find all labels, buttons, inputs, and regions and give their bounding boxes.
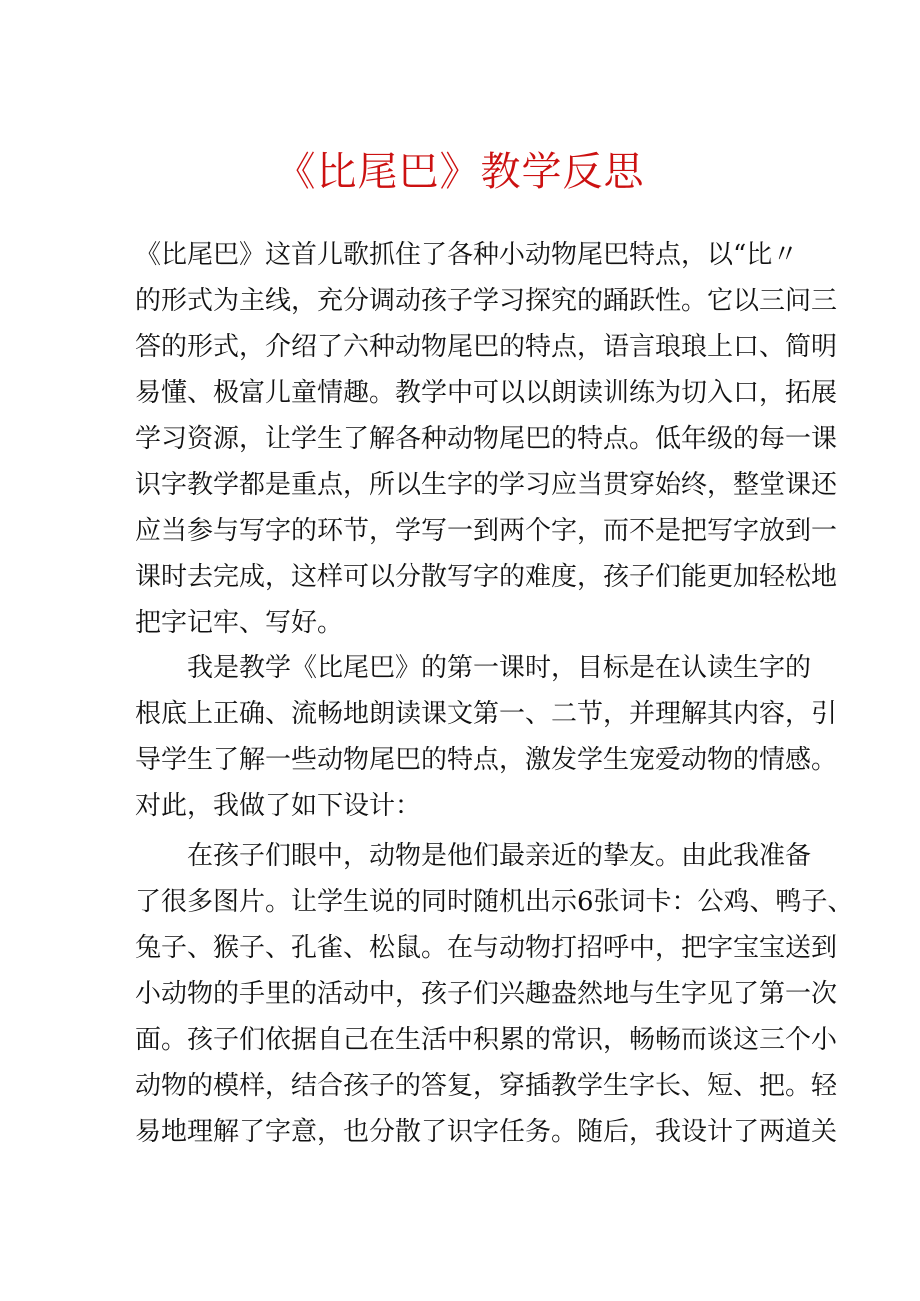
paragraph-line: 易懂、极富儿童情趣。教学中可以以朗读训练为切入口，拓展 xyxy=(135,378,838,408)
paragraph-line: 了很多图片。让学生说的同时随机出示6张词卡：公鸡、鸭子、 xyxy=(135,887,854,917)
paragraph-line: 面。孩子们依据自己在生活中积累的常识，畅畅而谈这三个小 xyxy=(135,1025,838,1055)
paragraph-line: 识字教学都是重点，所以生字的学习应当贯穿始终，整堂课还 xyxy=(135,470,838,500)
paragraph-line: 应当参与写字的环节，学写一到两个字，而不是把写字放到一 xyxy=(135,516,838,546)
paragraph-line: 《比尾巴》这首儿歌抓住了各种小动物尾巴特点，以“比〃 xyxy=(135,240,799,270)
paragraph-line: 根底上正确、流畅地朗读课文第一、二节，并理解其内容，引 xyxy=(135,699,838,729)
paragraph-line: 学习资源，让学生了解各种动物尾巴的特点。低年级的每一课 xyxy=(135,424,838,454)
paragraph-line: 易地理解了字意，也分散了识字任务。随后，我设计了两道关 xyxy=(135,1117,838,1147)
paragraph-line: 动物的模样，结合孩子的答复，穿插教学生字长、短、把。轻 xyxy=(135,1071,838,1101)
paragraph-line: 对此，我做了如下设计： xyxy=(135,791,422,821)
paragraph-1 xyxy=(135,232,838,646)
paragraph-3 xyxy=(135,833,854,1155)
paragraph-line: 兔子、猴子、孔雀、松鼠。在与动物打招呼中，把字宝宝送到 xyxy=(135,933,838,963)
paragraph-line: 课时去完成，这样可以分散写字的难度，孩子们能更加轻松地 xyxy=(135,562,838,592)
paragraph-line: 导学生了解一些动物尾巴的特点，激发学生宠爱动物的情感。 xyxy=(135,745,838,775)
paragraph-line: 小动物的手里的活动中，孩子们兴趣盎然地与生字见了第一次 xyxy=(135,979,838,1009)
paragraph-line: 的形式为主线，充分调动孩子学习探究的踊跃性。它以三问三 xyxy=(135,286,838,316)
paragraph-line: 在孩子们眼中，动物是他们最亲近的挚友。由此我准备 xyxy=(187,841,812,871)
paragraph-2 xyxy=(135,645,838,829)
document-title: 《比尾巴》教学反思 xyxy=(275,149,645,195)
paragraph-line: 把字记牢、写好。 xyxy=(135,608,344,638)
paragraph-line: 答的形式，介绍了六种动物尾巴的特点，语言琅琅上口、简明 xyxy=(135,332,838,362)
paragraph-line: 我是教学《比尾巴》的第一课时，目标是在认读生字的 xyxy=(187,653,812,683)
